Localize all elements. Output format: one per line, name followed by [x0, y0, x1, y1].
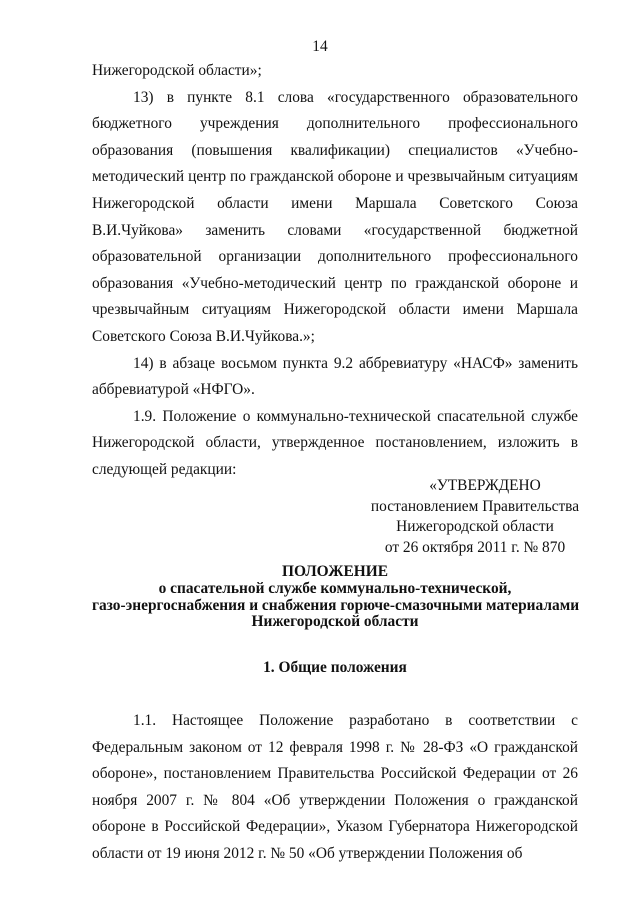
section-heading: 1. Общие положения — [263, 659, 407, 676]
paragraph-continuation: Нижегородской области»; — [92, 62, 262, 79]
page-number: 14 — [312, 38, 328, 55]
amendment-text — [92, 58, 578, 484]
approval-stamp — [370, 476, 580, 558]
paragraph-item-14: 14) в абзаце восьмом пункта 9.2 аббревиатуру «НАСФ» заменить аббревиатурой «НФГО». — [92, 354, 578, 399]
title-line-2: газо-энергоснабжения и снабжения горюче-смазочными материалами — [92, 596, 580, 614]
paragraph-item-1-9: 1.9. Положение о коммунально-технической спасательной службе Нижегородской области, утвержденное постановлением, изложить в следующей редакции: — [92, 407, 578, 478]
paragraph-item-13: 13) в пункте 8.1 слова «государственного образовательного бюджетного учреждения дополнительного профессионального образования (повышения квалификации) специалистов «Учебно-методический центр по гражданской обороне и чрезвычайным ситуациям Нижегородской области имени Маршала Советского Союза В.И.Чуйкова» заменить словами «государственной бюджетной образовательной организации дополнительного профессионального образования «Учебно-методический центр по гражданской обороне и чрезвычайным ситуациям Нижегородской области имени Маршала Советского Союза В.И.Чуйкова.»; — [92, 88, 578, 345]
title-line-3: Нижегородской области — [251, 613, 419, 631]
title-main: ПОЛОЖЕНИЕ — [282, 563, 388, 580]
approval-line-date: от 26 октября 2011 г. № 870 — [384, 538, 566, 556]
approval-line-approved: «УТВЕРЖДЕНО — [429, 477, 541, 494]
section-text — [92, 708, 578, 868]
approval-line-resolution: постановлением Правительства — [370, 497, 580, 515]
title-line-1: о спасательной службе коммунально-технической, — [158, 580, 512, 598]
approval-line-region: Нижегородской области — [396, 518, 554, 536]
document-title — [92, 564, 578, 631]
paragraph-1-1: 1.1. Настоящее Положение разработано в соответствии с Федеральным законом от 12 февраля 1998 г. № 28-ФЗ «О гражданской обороне», постановлением Правительства Российской Федерации от 26 ноября 2007 г. № 804 «Об утверждении Положения о гражданской обороне в Российской Федерации», Указом Губернатора Нижегородской области от 19 июня 2012 г. № 50 «Об утверждении Положения об — [92, 712, 578, 862]
